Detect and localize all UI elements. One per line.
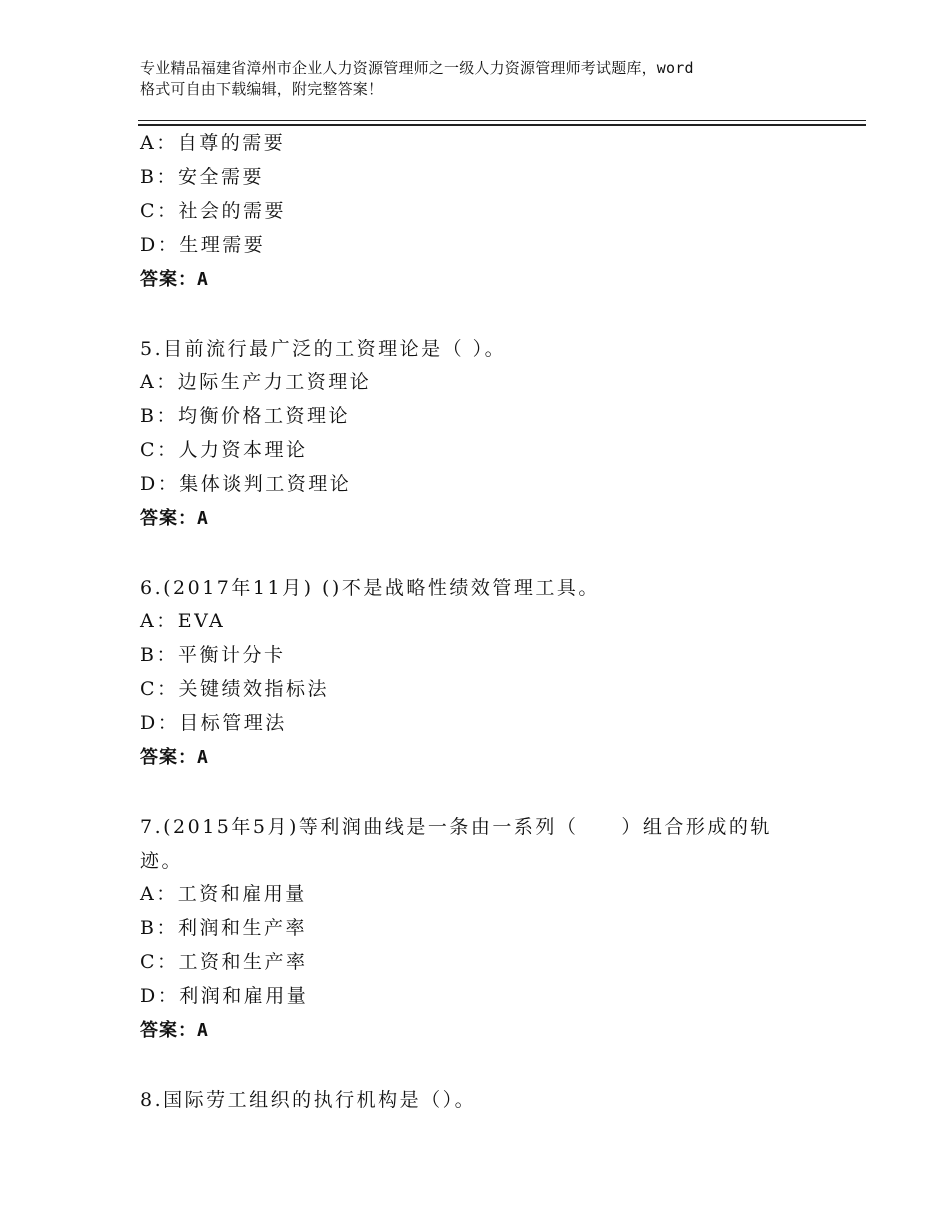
option-b: B：平衡计分卡 [140, 644, 286, 666]
option-a: A：自尊的需要 [140, 132, 286, 154]
option-d: D：生理需要 [140, 234, 266, 256]
question-8-stem: 8.国际劳工组织的执行机构是（）。 [140, 1089, 477, 1111]
option-b: B：均衡价格工资理论 [140, 405, 350, 427]
option-a: A：边际生产力工资理论 [140, 371, 372, 393]
option-a: A：EVA [140, 610, 226, 632]
answer-label: 答案：A [140, 508, 209, 529]
answer-label: 答案：A [140, 269, 209, 290]
option-d: D：利润和雇用量 [140, 985, 309, 1007]
question-7-stem-continued: 迹。 [140, 850, 184, 872]
option-b: B：利润和生产率 [140, 917, 307, 939]
option-c: C：人力资本理论 [140, 439, 308, 461]
question-5-stem: 5.目前流行最广泛的工资理论是（ ）。 [140, 338, 507, 360]
answer-label: 答案：A [140, 1020, 209, 1041]
document-header [140, 58, 830, 100]
option-b: B：安全需要 [140, 166, 264, 188]
question-6-stem: 6.(2017年11月) ()不是战略性绩效管理工具。 [140, 577, 600, 599]
header-line-1: 专业精品福建省漳州市企业人力资源管理师之一级人力资源管理师考试题库，word [140, 59, 694, 77]
option-c: C：社会的需要 [140, 200, 287, 222]
option-c: C：关键绩效指标法 [140, 678, 330, 700]
header-line-2: 格式可自由下载编辑，附完整答案！ [140, 80, 384, 98]
header-divider [138, 120, 866, 121]
answer-label: 答案：A [140, 747, 209, 768]
question-7-stem: 7.(2015年5月)等利润曲线是一条由一系列（ ）组合形成的轨 [140, 816, 772, 838]
header-divider-thick [138, 124, 866, 126]
option-a: A：工资和雇用量 [140, 883, 307, 905]
option-c: C：工资和生产率 [140, 951, 308, 973]
option-d: D：集体谈判工资理论 [140, 473, 352, 495]
option-d: D：目标管理法 [140, 712, 287, 734]
